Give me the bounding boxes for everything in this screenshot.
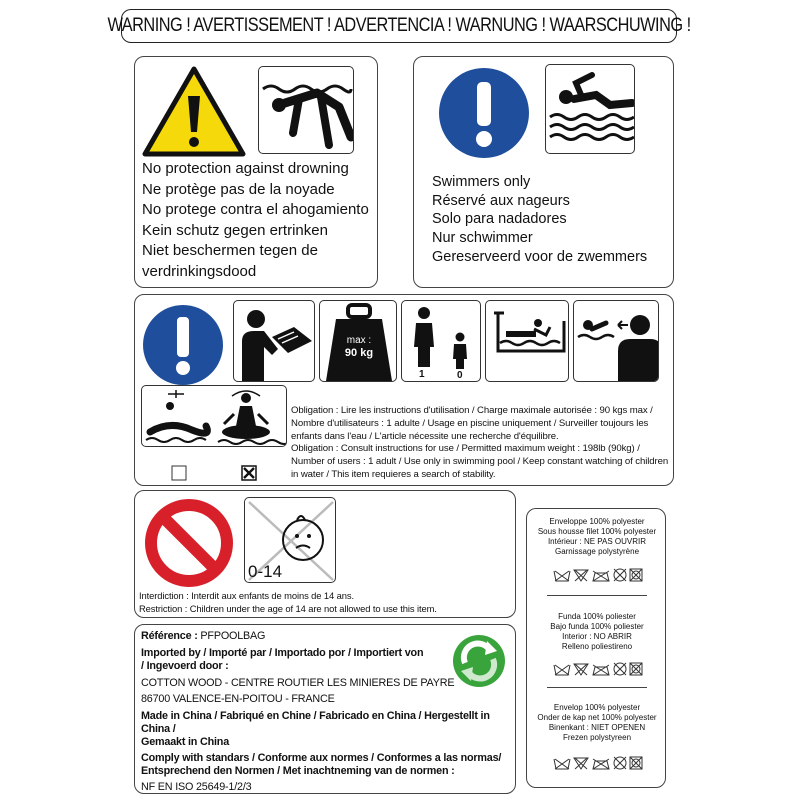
warning-title <box>107 9 691 43</box>
care-divider <box>547 687 647 688</box>
standard-line: NF EN ISO 25649-1/2/3 <box>141 781 252 793</box>
made-in-line: Made in China / Fabriqué en Chine / Fabricado en China / Hergestellt in China / <box>141 710 490 735</box>
care-line: Garnissage polystyrène <box>554 547 640 556</box>
obligation-text-fr: Obligation : Lire les instructions d'utilisation / Charge maximale autorisée : 90 kgs max / Nombre d'utilisateurs : 1 adulte / Usage en piscine uniquement / Surveiller toujours les enfants dans l'eau / L'article nécessite une recherche d'équilibre. <box>291 405 653 442</box>
care-line: Interior : NO ABRIR <box>562 632 632 641</box>
care-symbols-icon <box>553 567 643 583</box>
comply-line: Comply with standars / Conforme aux normes / Conformes a las normas/ <box>141 752 502 764</box>
reference-label: Référence : <box>141 630 198 642</box>
interdiction-line-en: Restriction : Children under the age of 14 are not allowed to use this item. <box>139 602 437 614</box>
drowning-line: No protege contra el ahogamiento <box>142 201 369 218</box>
swimmers-panel <box>413 56 674 288</box>
care-text-es <box>529 612 665 652</box>
address-line: COTTON WOOD - CENTRE ROUTIER LES MINIERES DE PAYRE <box>141 677 455 689</box>
care-line: Binenkant : NIET OPENEN <box>548 723 646 732</box>
care-line: Relleno poliestireno <box>561 642 633 651</box>
unchecked-checkbox-icon <box>171 465 187 481</box>
reference-panel <box>134 624 516 794</box>
users-adult-count: 1 <box>419 369 425 380</box>
care-text-nl <box>529 703 665 743</box>
care-line: Sous housse filet 100% polyester <box>537 527 657 536</box>
care-line: Envelop 100% polyester <box>553 703 641 712</box>
swimmers-line: Nur schwimmer <box>432 230 533 247</box>
interdiction-line-fr: Interdiction : Interdit aux enfants de moins de 14 ans. <box>139 590 354 601</box>
obligation-panel <box>134 294 674 486</box>
pool-only-icon <box>485 300 569 382</box>
care-line: Funda 100% poliester <box>558 612 636 621</box>
swimmers-line: Gereserveerd voor de zwemmers <box>432 248 648 265</box>
drowning-line: Niet beschermen tegen de <box>142 242 318 259</box>
care-line: Bajo funda 100% poliester <box>550 622 644 631</box>
drowning-text <box>142 159 378 282</box>
age-restriction-icon <box>244 497 336 583</box>
weight-max-label: max : <box>346 335 372 346</box>
care-line: Onder de kap net 100% polyester <box>537 713 657 722</box>
swimmers-line: Réservé aux nageurs <box>432 192 570 209</box>
address-line: 86700 VALENCE-EN-POITOU - FRANCE <box>141 693 335 705</box>
users-child-count: 0 <box>457 370 463 381</box>
care-symbols-icon <box>553 661 643 677</box>
swimmers-line: Solo para nadadores <box>432 211 567 228</box>
obligation-text <box>291 405 671 482</box>
interdiction-panel <box>134 490 516 618</box>
mandatory-exclamation-icon <box>141 303 225 387</box>
read-instructions-icon <box>233 300 315 382</box>
swimmers-text <box>432 173 672 267</box>
drowning-line: Ne protège pas de la noyade <box>142 180 335 198</box>
age-label: 0-14 <box>248 562 283 581</box>
crossed-checkbox-icon <box>241 465 257 481</box>
drowning-person-icon <box>258 66 354 154</box>
comply-line: Entsprechend den Normen / Met inachtneming van de normen : <box>141 765 455 777</box>
mandatory-exclamation-icon <box>437 66 531 160</box>
weight-value: 90 kg <box>344 347 374 359</box>
prohibition-icon <box>143 497 235 589</box>
drowning-panel <box>134 56 378 288</box>
imported-line: / Ingevoerd door : <box>141 660 229 672</box>
watch-children-icon <box>573 300 659 382</box>
interdiction-text <box>139 590 515 616</box>
care-line: Intérieur : NE PAS OUVRIR <box>547 537 647 546</box>
imported-line: Imported by / Importé par / Importado por / Importiert von <box>141 647 424 659</box>
users-icon <box>401 300 481 382</box>
care-line: Enveloppe 100% polyester <box>549 517 645 526</box>
swimmers-line: Swimmers only <box>432 174 531 190</box>
care-symbols-icon <box>553 755 643 771</box>
made-in-line: Gemaakt in China <box>141 736 229 748</box>
care-text-fr <box>529 517 665 557</box>
drowning-line: No protection against drowning <box>142 160 349 177</box>
drowning-line: verdrinkingsdood <box>142 262 257 280</box>
max-weight-icon <box>319 300 397 382</box>
reference-value: PFPOOLBAG <box>200 630 266 642</box>
green-dot-recycle-icon <box>451 633 507 689</box>
drowning-line: Kein schutz gegen ertrinken <box>142 221 328 239</box>
swimmer-icon <box>545 64 635 154</box>
stability-icon <box>141 385 287 447</box>
care-label-panel <box>526 508 666 788</box>
warning-triangle-icon <box>142 66 246 158</box>
obligation-text-en: Obligation : Consult instructions for use / Permitted maximum weight : 198lb (90kg) / Number of users : 1 adult / Use only in swimming pool / Keep constant watching of children in water / This item requieres a search of stability. <box>291 443 669 480</box>
warning-title-text: WARNING ! AVERTISSEMENT ! ADVERTENCIA ! WARNUNG ! WAARSCHUWING ! <box>107 15 691 36</box>
care-line: Frezen polystyreen <box>562 733 632 742</box>
care-divider <box>547 595 647 596</box>
